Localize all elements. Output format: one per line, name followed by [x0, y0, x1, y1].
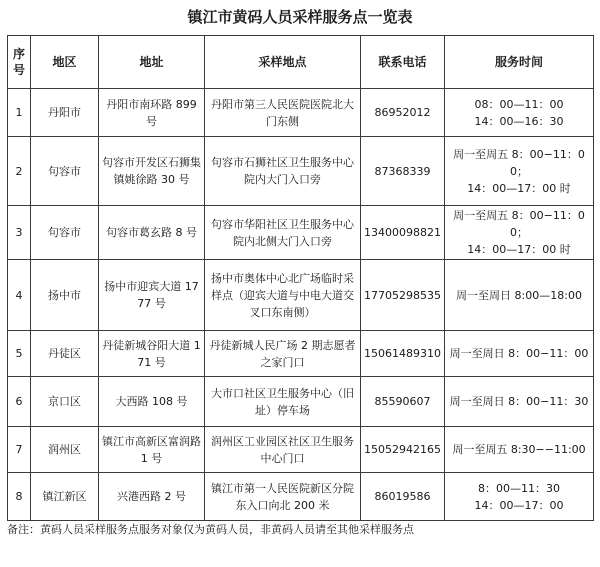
cell-no: 6	[8, 377, 31, 427]
cell-hours: 周一至周五 8:30−−11:00	[445, 427, 594, 473]
cell-no: 7	[8, 427, 31, 473]
cell-phone: 86952012	[361, 89, 445, 137]
header-no: 序 号	[8, 36, 31, 89]
cell-district: 句容市	[31, 137, 99, 206]
cell-site: 扬中市奥体中心北广场临时采样点（迎宾大道与中电大道交叉口东南侧）	[205, 260, 361, 331]
cell-phone: 17705298535	[361, 260, 445, 331]
cell-hours: 周一至周日 8：00−11：30	[445, 377, 594, 427]
cell-no: 5	[8, 331, 31, 377]
cell-phone: 15061489310	[361, 331, 445, 377]
cell-address: 句容市开发区石狮集镇姚徐路 30 号	[99, 137, 205, 206]
cell-site: 大市口社区卫生服务中心（旧址）停车场	[205, 377, 361, 427]
table-row	[8, 137, 594, 206]
cell-no: 3	[8, 206, 31, 260]
cell-hours: 周一至周日 8:00—18:00	[445, 260, 594, 331]
cell-district: 扬中市	[31, 260, 99, 331]
cell-hours: 周一至周五 8：00−11：00； 14：00—17：00 时	[445, 137, 594, 206]
cell-address: 兴港西路 2 号	[99, 473, 205, 521]
cell-site: 镇江市第一人民医院新区分院东入口向北 200 米	[205, 473, 361, 521]
header-site: 采样地点	[205, 36, 361, 89]
page-title: 镇江市黄码人员采样服务点一览表	[187, 8, 413, 26]
cell-district: 丹阳市	[31, 89, 99, 137]
cell-no: 8	[8, 473, 31, 521]
header-phone: 联系电话	[361, 36, 445, 89]
cell-phone: 85590607	[361, 377, 445, 427]
cell-phone: 15052942165	[361, 427, 445, 473]
cell-address: 扬中市迎宾大道 1777 号	[99, 260, 205, 331]
cell-address: 镇江市高新区富润路 1 号	[99, 427, 205, 473]
cell-phone: 87368339	[361, 137, 445, 206]
table-row	[8, 473, 594, 521]
cell-hours: 08：00—11：00 14：00—16：30	[445, 89, 594, 137]
cell-address: 句容市葛玄路 8 号	[99, 206, 205, 260]
table-row	[8, 260, 594, 331]
cell-no: 4	[8, 260, 31, 331]
table-row	[8, 427, 594, 473]
cell-site: 句容市华阳社区卫生服务中心院内北侧大门入口旁	[205, 206, 361, 260]
table-row	[8, 206, 594, 260]
cell-district: 句容市	[31, 206, 99, 260]
cell-district: 丹徒区	[31, 331, 99, 377]
cell-phone: 13400098821	[361, 206, 445, 260]
cell-district: 润州区	[31, 427, 99, 473]
header-hours: 服务时间	[445, 36, 594, 89]
cell-site: 句容市石狮社区卫生服务中心院内大门入口旁	[205, 137, 361, 206]
cell-district: 镇江新区	[31, 473, 99, 521]
cell-no: 2	[8, 137, 31, 206]
cell-no: 1	[8, 89, 31, 137]
cell-district: 京口区	[31, 377, 99, 427]
table-row	[8, 331, 594, 377]
cell-site: 润州区工业园区社区卫生服务中心门口	[205, 427, 361, 473]
cell-address: 丹阳市南环路 899 号	[99, 89, 205, 137]
cell-phone: 86019586	[361, 473, 445, 521]
table-row	[8, 89, 594, 137]
header-district: 地区	[31, 36, 99, 89]
cell-hours: 周一至周日 8：00−11：00	[445, 331, 594, 377]
cell-site: 丹徒新城人民广场 2 期志愿者之家门口	[205, 331, 361, 377]
table-row	[8, 377, 594, 427]
cell-site: 丹阳市第三人民医院医院北大门东侧	[205, 89, 361, 137]
cell-address: 大西路 108 号	[99, 377, 205, 427]
sampling-sites-table	[7, 35, 594, 521]
footnote: 备注：黄码人员采样服务点服务对象仅为黄码人员，非黄码人员请至其他采样服务点	[7, 523, 414, 536]
table-header-row	[8, 36, 594, 89]
cell-hours: 周一至周五 8：00−11：00； 14：00—17：00 时	[445, 206, 594, 260]
header-address: 地址	[99, 36, 205, 89]
cell-address: 丹徒新城谷阳大道 171 号	[99, 331, 205, 377]
cell-hours: 8：00—11：30 14：00—17：00	[445, 473, 594, 521]
